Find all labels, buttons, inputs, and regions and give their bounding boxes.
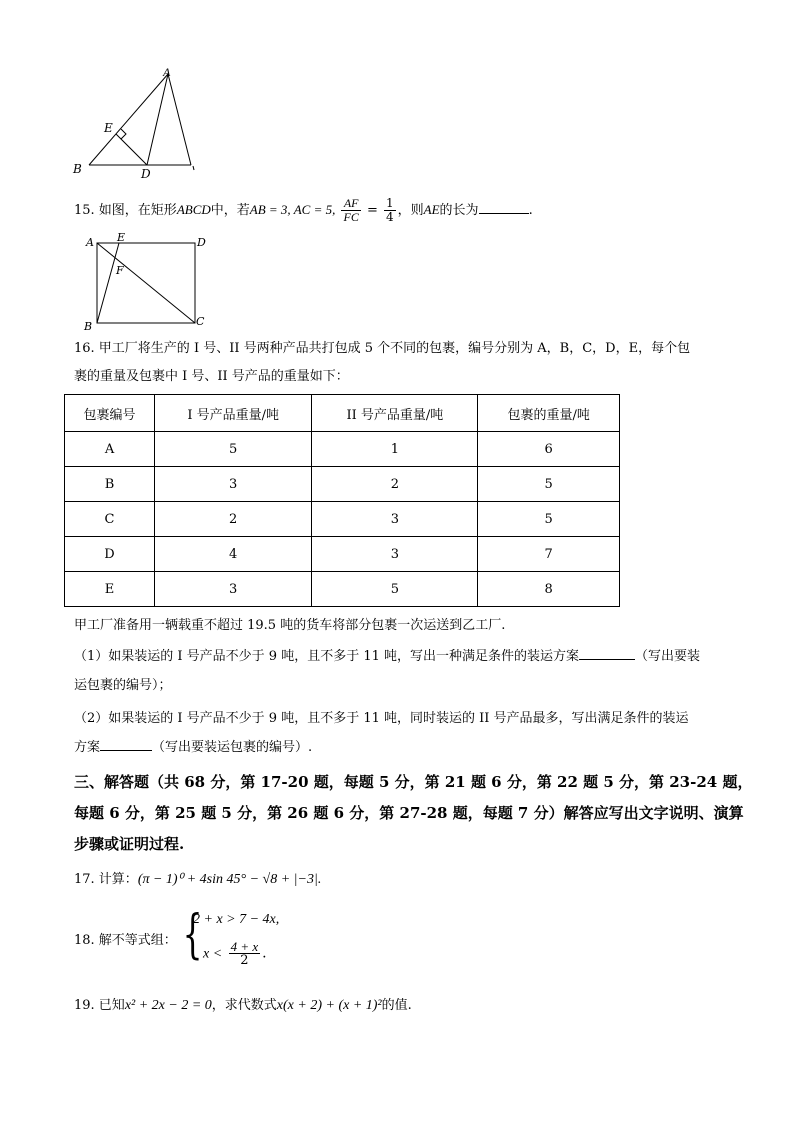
label-B: B [73, 162, 82, 176]
question-16-part1: （1）如果装运的 I 号产品不少于 9 吨，且不多于 11 吨，写出一种满足条件的装运方案 （写出要装 [74, 649, 701, 664]
label-E: E [117, 232, 126, 244]
table-row: C 2 3 5 [65, 502, 620, 537]
fraction-af-fc: $\frac{AF}{FC}$ [343, 196, 359, 224]
label-A: A [163, 65, 171, 79]
label-C: C [196, 315, 205, 328]
answer-blank[interactable] [479, 213, 529, 214]
inequality-2: x < $\frac{4 + x}{2}$ . [203, 939, 267, 968]
question-15: 15. 如图，在矩形ABCD中，若AB = 3, AC = 5, $\frac{AF}{FC}$ = $\frac{1}{4}$ ，则AE的长为 . [74, 196, 533, 224]
label-E: E [104, 121, 113, 135]
triangle-figure [70, 64, 210, 180]
question-18-label: 18. 解不等式组： [74, 933, 177, 948]
question-17: 17. 计算：(π − 1)⁰ + 4sin 45° − √8 + |−3|. [74, 872, 322, 887]
section-3-heading: 三、解答题（共 68 分，第 17-20 题，每题 5 分，第 21 题 6 分，第 22 题 5 分，第 23-24 题， [74, 773, 753, 791]
header-product-2: II 号产品重量/吨 [312, 395, 478, 432]
label-F: F [116, 264, 124, 277]
label-D: D [141, 167, 151, 180]
fraction-one-quarter: $\frac{1}{4}$ [386, 196, 394, 224]
table-row: B 3 2 5 [65, 467, 620, 502]
section-3-heading-cont: 每题 6 分，第 25 题 5 分，第 26 题 6 分，第 27-28 题，每题 7 分）解答应写出文字说明、演算 [74, 804, 744, 822]
section-3-heading-end: 步骤或证明过程. [74, 835, 185, 853]
question-16-line2: 裹的重量及包裹中 I 号、II 号产品的重量如下： [74, 369, 349, 384]
question-16-line3: 甲工厂准备用一辆载重不超过 19.5 吨的货车将部分包裹一次运送到乙工厂. [74, 618, 506, 633]
table-row: E 3 5 8 [65, 572, 620, 607]
header-product-1: I 号产品重量/吨 [155, 395, 312, 432]
table-row: A 5 1 6 [65, 432, 620, 467]
question-19: 19. 已知x² + 2x − 2 = 0，求代数式x(x + 2) + (x + 1)²的值. [74, 998, 412, 1013]
table-row: D 4 3 7 [65, 537, 620, 572]
answer-blank[interactable] [100, 750, 152, 751]
label-B: B [84, 320, 93, 332]
table-header-row [65, 395, 620, 432]
header-package-id: 包裹编号 [65, 395, 155, 432]
math-expression: (π − 1)⁰ + 4sin 45° − √8 + |−3|. [137, 872, 322, 887]
inequality-1: 2 + x > 7 − 4x, [193, 912, 280, 927]
rectangle-figure [80, 232, 220, 332]
label-A: A [86, 236, 94, 249]
answer-blank[interactable] [579, 659, 635, 660]
package-table [64, 394, 620, 607]
header-package-weight: 包裹的重量/吨 [478, 395, 620, 432]
question-16-part2-cont: 方案 （写出要装运包裹的编号）. [74, 740, 313, 755]
label-D: D [197, 236, 206, 249]
question-16-part2: （2）如果装运的 I 号产品不少于 9 吨，且不多于 11 吨，同时装运的 II 号产品最多，写出满足条件的装运 [74, 711, 689, 726]
question-16-line1: 16. 甲工厂将生产的 I 号、II 号两种产品共打包成 5 个不同的包裹，编号分别为 A，B，C，D，E，每个包 [74, 341, 691, 356]
left-brace: { [182, 905, 203, 965]
question-16-part1-cont: 运包裹的编号）； [74, 678, 172, 693]
